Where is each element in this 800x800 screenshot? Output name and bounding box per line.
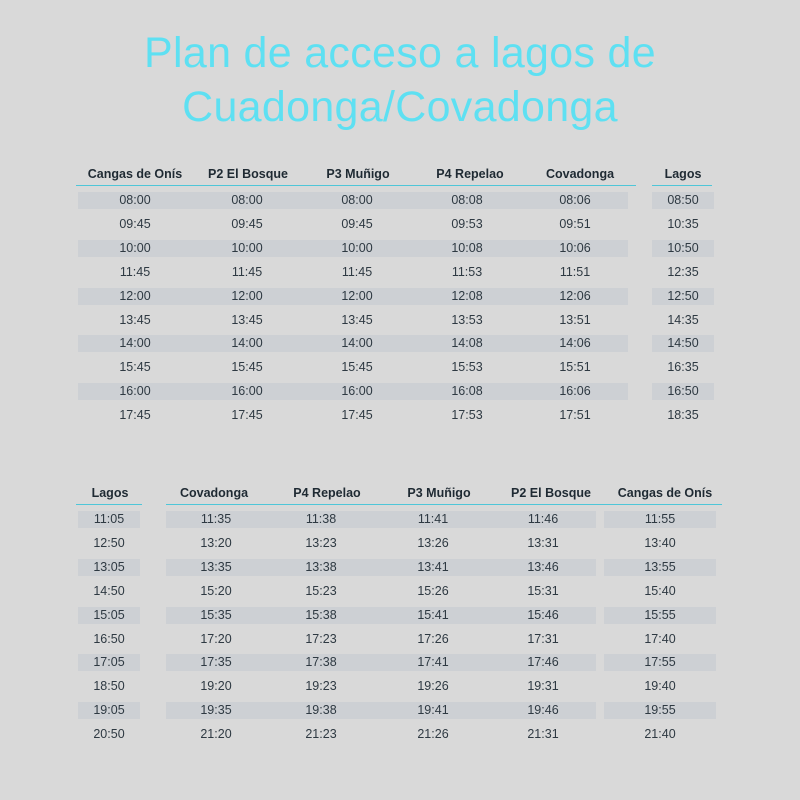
time-cell: 15:45 [341, 360, 373, 375]
time-cell: 14:06 [522, 335, 628, 352]
column-header: P4 Repelao [436, 167, 504, 181]
time-cell: 19:05 [78, 702, 140, 719]
time-cell: 14:00 [302, 335, 412, 352]
time-cell: 17:55 [604, 654, 716, 671]
time-cell: 13:55 [604, 559, 716, 576]
time-cell: 16:50 [652, 383, 714, 400]
time-cell: 17:35 [166, 654, 266, 671]
column-header: P3 Muñigo [326, 167, 390, 181]
page-title [0, 26, 800, 134]
time-cell: 17:45 [341, 408, 373, 423]
time-cell: 13:51 [559, 312, 591, 327]
time-cell: 14:50 [93, 583, 125, 598]
time-cell: 11:55 [604, 511, 716, 528]
time-cell: 17:45 [231, 408, 263, 423]
time-cell: 11:51 [559, 264, 591, 279]
time-cell: 16:00 [78, 383, 192, 400]
time-cell: 08:00 [78, 192, 192, 209]
time-cell: 12:35 [667, 264, 699, 279]
time-cell: 13:38 [266, 559, 376, 576]
time-cell: 19:41 [376, 702, 490, 719]
time-cell: 10:08 [412, 240, 522, 257]
time-cell: 13:46 [490, 559, 596, 576]
time-cell: 12:06 [522, 288, 628, 305]
time-cell: 19:26 [417, 679, 449, 694]
time-cell: 08:06 [522, 192, 628, 209]
column-header: P4 Repelao [293, 486, 361, 500]
column-header: Lagos [91, 486, 129, 500]
time-cell: 15:55 [604, 607, 716, 624]
time-cell: 10:00 [192, 240, 302, 257]
time-cell: 10:35 [667, 216, 699, 231]
time-cell: 10:50 [652, 240, 714, 257]
time-cell: 17:51 [559, 408, 591, 423]
time-cell: 13:26 [417, 535, 449, 550]
time-cell: 16:06 [522, 383, 628, 400]
time-cell: 13:41 [376, 559, 490, 576]
time-cell: 16:08 [412, 383, 522, 400]
column-header: Covadonga [179, 486, 249, 500]
time-cell: 13:20 [200, 535, 232, 550]
time-cell: 17:23 [305, 631, 337, 646]
time-cell: 10:06 [522, 240, 628, 257]
time-cell: 15:20 [200, 583, 232, 598]
time-cell: 12:00 [302, 288, 412, 305]
time-cell: 17:31 [527, 631, 559, 646]
time-cell: 15:38 [266, 607, 376, 624]
column-header: P2 El Bosque [511, 486, 591, 500]
time-cell: 12:00 [192, 288, 302, 305]
time-cell: 17:41 [376, 654, 490, 671]
time-cell: 08:00 [302, 192, 412, 209]
time-cell: 19:38 [266, 702, 376, 719]
time-cell: 15:31 [527, 583, 559, 598]
header-rule [652, 185, 712, 186]
time-cell: 09:51 [559, 216, 591, 231]
column-header: Covadonga [545, 167, 615, 181]
time-cell: 09:45 [231, 216, 263, 231]
time-cell: 15:45 [231, 360, 263, 375]
time-cell: 09:53 [451, 216, 483, 231]
time-cell: 11:46 [490, 511, 596, 528]
time-cell: 16:00 [302, 383, 412, 400]
time-cell: 17:20 [200, 631, 232, 646]
column-header: P2 El Bosque [208, 167, 288, 181]
outbound-timetable [0, 164, 800, 434]
time-cell: 08:00 [192, 192, 302, 209]
time-cell: 09:45 [341, 216, 373, 231]
time-cell: 11:05 [78, 511, 140, 528]
time-cell: 15:45 [119, 360, 151, 375]
time-cell: 15:40 [644, 583, 676, 598]
time-cell: 14:50 [652, 335, 714, 352]
time-cell: 15:51 [559, 360, 591, 375]
time-cell: 13:35 [166, 559, 266, 576]
time-cell: 11:45 [231, 264, 263, 279]
time-cell: 10:00 [78, 240, 192, 257]
time-cell: 11:53 [451, 264, 483, 279]
time-cell: 20:50 [93, 727, 125, 742]
time-cell: 14:35 [667, 312, 699, 327]
time-cell: 13:45 [119, 312, 151, 327]
time-cell: 12:50 [93, 535, 125, 550]
header-rule [76, 185, 636, 186]
return-timetable [0, 483, 800, 753]
time-cell: 19:40 [644, 679, 676, 694]
time-cell: 11:35 [166, 511, 266, 528]
time-cell: 21:26 [417, 727, 449, 742]
time-cell: 18:35 [667, 408, 699, 423]
time-cell: 16:35 [667, 360, 699, 375]
title-line-1: Plan de acceso a lagos de [144, 29, 656, 77]
time-cell: 09:45 [119, 216, 151, 231]
time-cell: 14:00 [78, 335, 192, 352]
time-cell: 19:23 [305, 679, 337, 694]
column-header: Lagos [664, 167, 702, 181]
title-line-2: Cuadonga/Covadonga [182, 83, 618, 131]
header-rule [166, 504, 722, 505]
time-cell: 13:45 [231, 312, 263, 327]
time-cell: 08:08 [412, 192, 522, 209]
time-cell: 21:20 [200, 727, 232, 742]
time-cell: 21:23 [305, 727, 337, 742]
time-cell: 19:46 [490, 702, 596, 719]
time-cell: 13:53 [451, 312, 483, 327]
time-cell: 11:38 [266, 511, 376, 528]
time-cell: 15:53 [451, 360, 483, 375]
time-cell: 13:45 [341, 312, 373, 327]
time-cell: 16:00 [192, 383, 302, 400]
time-cell: 16:50 [93, 631, 125, 646]
time-cell: 17:26 [417, 631, 449, 646]
time-cell: 13:05 [78, 559, 140, 576]
time-cell: 17:05 [78, 654, 140, 671]
time-cell: 21:31 [527, 727, 559, 742]
time-cell: 19:55 [604, 702, 716, 719]
time-cell: 12:08 [412, 288, 522, 305]
time-cell: 10:00 [302, 240, 412, 257]
time-cell: 11:45 [341, 264, 373, 279]
time-cell: 17:45 [119, 408, 151, 423]
time-cell: 19:35 [166, 702, 266, 719]
column-header: Cangas de Onís [617, 486, 713, 500]
time-cell: 15:41 [376, 607, 490, 624]
header-rule [76, 504, 142, 505]
time-cell: 18:50 [93, 679, 125, 694]
time-cell: 12:00 [78, 288, 192, 305]
column-header: Cangas de Onís [87, 167, 183, 181]
time-cell: 15:26 [417, 583, 449, 598]
time-cell: 15:46 [490, 607, 596, 624]
time-cell: 15:23 [305, 583, 337, 598]
time-cell: 21:40 [644, 727, 676, 742]
time-cell: 19:20 [200, 679, 232, 694]
time-cell: 17:53 [451, 408, 483, 423]
time-cell: 17:38 [266, 654, 376, 671]
time-cell: 11:45 [119, 264, 151, 279]
time-cell: 17:40 [644, 631, 676, 646]
time-cell: 15:35 [166, 607, 266, 624]
time-cell: 13:40 [644, 535, 676, 550]
time-cell: 19:31 [527, 679, 559, 694]
time-cell: 11:41 [376, 511, 490, 528]
time-cell: 08:50 [652, 192, 714, 209]
time-cell: 12:50 [652, 288, 714, 305]
time-cell: 13:31 [527, 535, 559, 550]
time-cell: 15:05 [78, 607, 140, 624]
time-cell: 14:00 [192, 335, 302, 352]
time-cell: 14:08 [412, 335, 522, 352]
column-header: P3 Muñigo [407, 486, 471, 500]
time-cell: 13:23 [305, 535, 337, 550]
time-cell: 17:46 [490, 654, 596, 671]
